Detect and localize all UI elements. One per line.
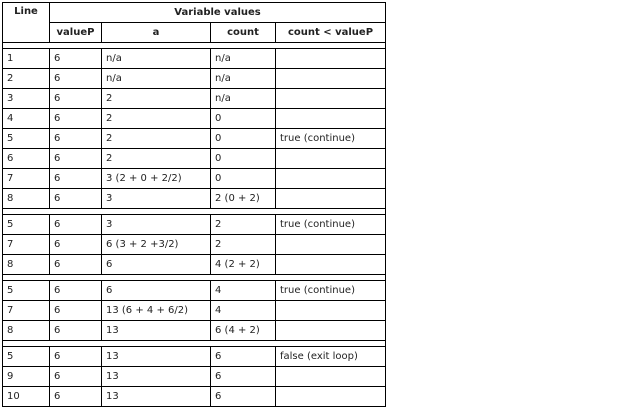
table-row — [3, 215, 386, 235]
table-row — [3, 321, 386, 341]
valuep-cell: 6 — [50, 129, 102, 149]
a-cell: 3 — [102, 215, 211, 235]
a-cell: n/a — [102, 49, 211, 69]
condition-cell — [276, 367, 386, 387]
a-cell: 2 — [102, 109, 211, 129]
valuep-cell: 6 — [50, 215, 102, 235]
count-cell: 2 (0 + 2) — [211, 189, 276, 209]
line-cell: 5 — [3, 129, 50, 149]
a-cell: 13 — [102, 367, 211, 387]
table-row — [3, 149, 386, 169]
a-cell: 13 — [102, 321, 211, 341]
line-cell: 1 — [3, 49, 50, 69]
table-row — [3, 189, 386, 209]
valuep-cell: 6 — [50, 281, 102, 301]
a-cell: 3 — [102, 189, 211, 209]
valuep-cell: 6 — [50, 109, 102, 129]
line-cell: 8 — [3, 255, 50, 275]
line-cell: 8 — [3, 189, 50, 209]
count-cell: 4 (2 + 2) — [211, 255, 276, 275]
valuep-cell: 6 — [50, 321, 102, 341]
a-cell: 2 — [102, 89, 211, 109]
line-cell: 9 — [3, 367, 50, 387]
count-cell: 6 — [211, 387, 276, 407]
table-row — [3, 235, 386, 255]
a-cell: 2 — [102, 129, 211, 149]
table-body — [3, 43, 386, 407]
count-cell: 2 — [211, 235, 276, 255]
valuep-cell: 6 — [50, 347, 102, 367]
valuep-column-header: valueP — [50, 23, 102, 43]
condition-cell — [276, 189, 386, 209]
valuep-cell: 6 — [50, 49, 102, 69]
condition-cell: false (exit loop) — [276, 347, 386, 367]
condition-cell: true (continue) — [276, 129, 386, 149]
condition-cell — [276, 235, 386, 255]
table-header — [3, 3, 386, 43]
count-cell: 0 — [211, 109, 276, 129]
condition-column-header: count < valueP — [276, 23, 386, 43]
condition-cell: true (continue) — [276, 215, 386, 235]
table-row — [3, 255, 386, 275]
count-cell: 6 — [211, 367, 276, 387]
a-cell: 13 — [102, 347, 211, 367]
valuep-cell: 6 — [50, 69, 102, 89]
table-row — [3, 367, 386, 387]
table-row — [3, 281, 386, 301]
table-row — [3, 301, 386, 321]
a-cell: 6 (3 + 2 +3/2) — [102, 235, 211, 255]
condition-cell — [276, 89, 386, 109]
count-cell: 0 — [211, 149, 276, 169]
line-cell: 7 — [3, 169, 50, 189]
line-cell: 8 — [3, 321, 50, 341]
condition-cell — [276, 69, 386, 89]
table-row — [3, 89, 386, 109]
count-cell: n/a — [211, 69, 276, 89]
valuep-cell: 6 — [50, 149, 102, 169]
condition-cell — [276, 387, 386, 407]
valuep-cell: 6 — [50, 367, 102, 387]
line-cell: 7 — [3, 301, 50, 321]
condition-cell: true (continue) — [276, 281, 386, 301]
count-column-header: count — [211, 23, 276, 43]
a-cell: 6 — [102, 281, 211, 301]
line-cell: 3 — [3, 89, 50, 109]
valuep-cell: 6 — [50, 387, 102, 407]
count-cell: n/a — [211, 49, 276, 69]
valuep-cell: 6 — [50, 169, 102, 189]
a-cell: 2 — [102, 149, 211, 169]
count-cell: n/a — [211, 89, 276, 109]
line-column-header: Line — [3, 3, 50, 43]
count-cell: 4 — [211, 281, 276, 301]
line-cell: 2 — [3, 69, 50, 89]
condition-cell — [276, 301, 386, 321]
a-cell: 3 (2 + 0 + 2/2) — [102, 169, 211, 189]
table-row — [3, 347, 386, 367]
valuep-cell: 6 — [50, 189, 102, 209]
table-row — [3, 109, 386, 129]
condition-cell — [276, 255, 386, 275]
valuep-cell: 6 — [50, 235, 102, 255]
a-cell: 6 — [102, 255, 211, 275]
line-cell: 5 — [3, 347, 50, 367]
valuep-cell: 6 — [50, 301, 102, 321]
table-row — [3, 387, 386, 407]
variable-trace-table — [2, 2, 386, 407]
count-cell: 6 (4 + 2) — [211, 321, 276, 341]
a-column-header: a — [102, 23, 211, 43]
table-row — [3, 49, 386, 69]
valuep-cell: 6 — [50, 89, 102, 109]
count-cell: 4 — [211, 301, 276, 321]
condition-cell — [276, 149, 386, 169]
a-cell: n/a — [102, 69, 211, 89]
line-cell: 4 — [3, 109, 50, 129]
a-cell: 13 — [102, 387, 211, 407]
condition-cell — [276, 49, 386, 69]
variable-values-header: Variable values — [50, 3, 386, 23]
condition-cell — [276, 321, 386, 341]
count-cell: 6 — [211, 347, 276, 367]
count-cell: 2 — [211, 215, 276, 235]
line-cell: 10 — [3, 387, 50, 407]
line-cell: 5 — [3, 281, 50, 301]
condition-cell — [276, 169, 386, 189]
count-cell: 0 — [211, 169, 276, 189]
count-cell: 0 — [211, 129, 276, 149]
table-row — [3, 129, 386, 149]
a-cell: 13 (6 + 4 + 6/2) — [102, 301, 211, 321]
table-row — [3, 69, 386, 89]
table-row — [3, 169, 386, 189]
line-cell: 7 — [3, 235, 50, 255]
line-cell: 6 — [3, 149, 50, 169]
line-cell: 5 — [3, 215, 50, 235]
condition-cell — [276, 109, 386, 129]
valuep-cell: 6 — [50, 255, 102, 275]
